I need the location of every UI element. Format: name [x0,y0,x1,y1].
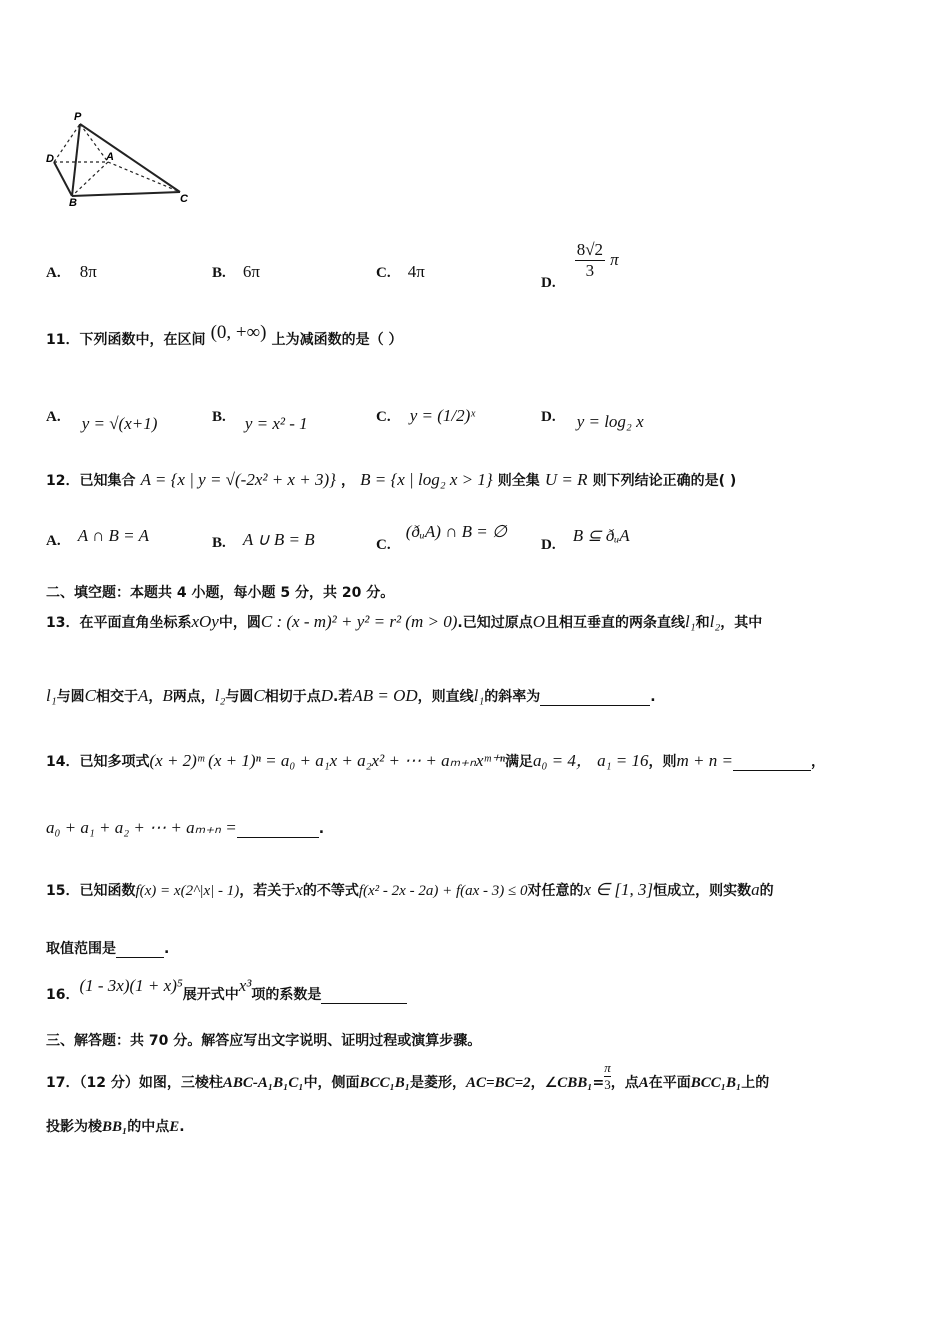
q12-option-b[interactable] [212,532,315,552]
option-letter: A. [46,265,61,281]
q10-option-b[interactable] [212,262,260,282]
option-text: (ðᵤA) ∩ B = ∅ [405,522,507,541]
q11-option-d[interactable] [541,406,644,431]
answer-blank[interactable] [733,756,811,771]
option-letter: B. [212,265,226,281]
q10-option-a[interactable] [46,262,97,282]
q17-line-1: 17．（12 分）如图，三棱柱ABC-A₁B₁C₁中，侧面BCC₁B₁是菱形，AC=BC=2，∠CBB₁= $\frac{\pi}{3}$ ，点A在平面BCC₁B₁上的 [46,1060,770,1092]
q12-option-a[interactable] [46,526,149,550]
polynomial: (x + 2)ᵐ (x + 1)ⁿ = a₀ + a₁x + a₂x² + ⋯ + aₘ₊ₙxᵐ⁺ⁿ [149,751,505,770]
label-c: C [180,193,188,205]
option-text: A ∩ B = A [77,526,149,545]
answer-blank[interactable] [116,943,164,958]
option-letter: C. [376,409,391,425]
label-b: B [69,197,77,206]
option-letter: D. [541,409,556,425]
answer-blank[interactable] [540,691,650,706]
q11-option-c[interactable] [376,406,475,426]
q15-line-1: 15．已知函数f(x) = x(2^|x| - 1)，若关于x的不等式f(x² - 2x - 2a) + f(ax - 3) ≤ 0对任意的x ∈ [1, 3]恒成立，则实数a的 [46,880,774,899]
circle-equation: C : (x - m)² + y² = r² (m > 0) [260,612,458,631]
q11-option-b[interactable] [212,406,308,433]
option-text: 8π [79,262,97,281]
section-3-heading: 三、解答题：共 70 分。解答应写出文字说明、证明过程或演算步骤。 [46,1033,482,1049]
option-text: 4π [407,262,425,281]
q15-line-2: 取值范围是 . [46,941,170,957]
fraction-denominator: 3 [585,261,595,280]
option-text: A ∪ B = B [242,530,315,549]
q14-line-2: a₀ + a₁ + a₂ + ⋯ + aₘ₊ₙ = . [46,818,325,837]
q12-stem: 12．已知集合 A = {x | y = √(-2x² + x + 3)} ， B = {x | log₂ x > 1} 则全集 U = R 则下列结论正确的是( ) [46,470,737,489]
option-letter: C. [376,537,391,553]
q11-interval: (0, +∞) [210,322,267,343]
set-a: A = {x | y = √(-2x² + x + 3)} [140,470,336,489]
label-p: P [74,111,82,123]
q13-line-2: l₁与圆C相交于A，B两点，l₂与圆C相切于点D.若AB = OD，则直线l₁的斜率为 . [46,686,656,705]
label-d: D [46,153,54,165]
option-text: y = log₂ x [576,412,644,431]
set-b: B = {x | log₂ x > 1} [360,470,493,489]
q11-stem: 11．下列函数中，在区间 (0, +∞) 上为减函数的是（ ） [46,322,403,348]
q12-option-c[interactable] [376,522,507,553]
option-text: 6π [242,262,260,281]
option-letter: A. [46,409,61,425]
option-letter: C. [376,265,391,281]
option-letter: B. [212,409,226,425]
option-letter: D. [541,275,556,291]
option-letter: B. [212,535,226,551]
section-2-heading: 二、填空题：本题共 4 小题，每小题 5 分，共 20 分。 [46,585,395,601]
option-text: y = √(x+1) [81,414,158,433]
option-tail: π [610,250,619,269]
option-letter: D. [541,537,556,553]
q16-line: 16．(1 - 3x)(1 + x)⁵展开式中x³项的系数是 [46,976,407,996]
q17-line-2: 投影为棱BB₁的中点E. [46,1119,185,1135]
q10-option-c[interactable] [376,262,425,282]
label-a: A [106,151,114,163]
option-text: y = (1/2)ˣ [409,406,476,425]
q14-line-1: 14．已知多项式(x + 2)ᵐ (x + 1)ⁿ = a₀ + a₁x + a₂x² + ⋯ + aₘ₊ₙxᵐ⁺ⁿ满足a₀ = 4， a₁ = 16，则m + n = ， [46,751,825,770]
answer-blank[interactable] [321,989,407,1004]
q12-option-d[interactable] [541,526,630,553]
tetrahedron-figure [42,106,202,206]
fraction-numerator: 8√2 [576,240,604,259]
option-text: y = x² - 1 [244,414,308,433]
option-letter: A. [46,533,61,549]
answer-blank[interactable] [237,823,319,838]
q11-option-a[interactable] [46,406,158,433]
option-text: B ⊆ ðᵤA [572,526,630,545]
universe: U = R [544,470,588,489]
q10-option-d[interactable] [541,240,619,291]
q13-line-1: 13．在平面直角坐标系xOy中，圆C : (x - m)² + y² = r² (m > 0).已知过原点O且相互垂直的两条直线l₁和l₂，其中 [46,612,763,631]
